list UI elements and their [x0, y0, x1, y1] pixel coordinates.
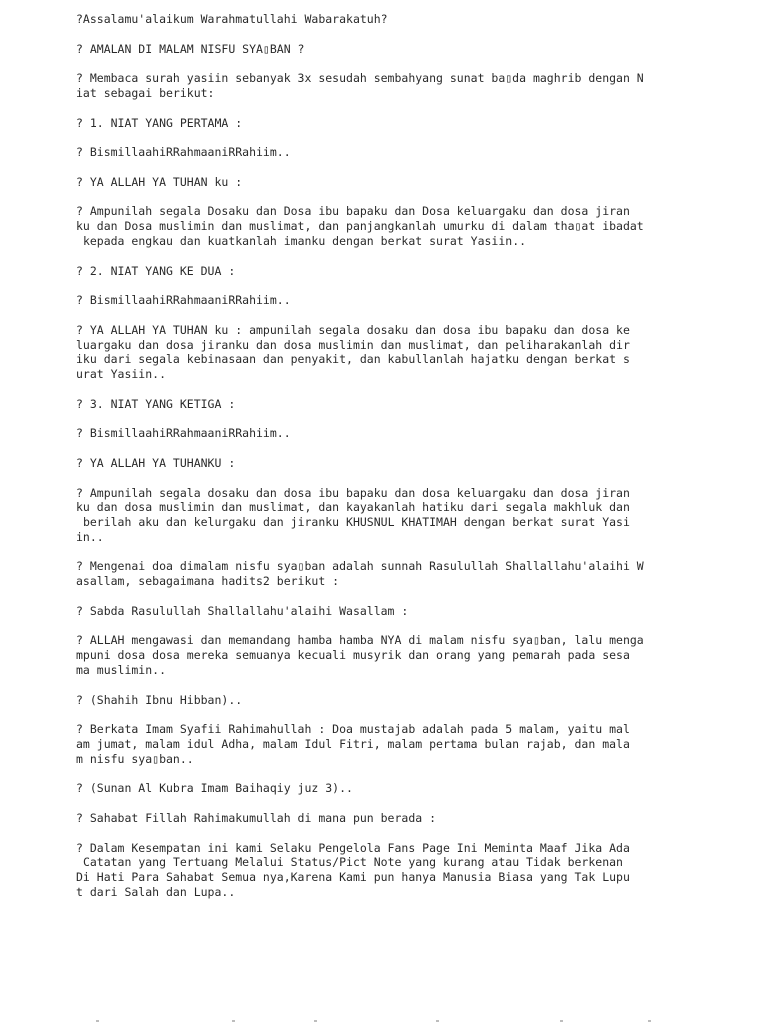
scan-artifact-dot [232, 1020, 235, 1022]
citation-line: ? (Sunan Al Kubra Imam Baihaqiy juz 3).. [76, 781, 353, 796]
scan-artifact-dot [560, 1020, 563, 1022]
scan-artifact-dot [314, 1020, 317, 1022]
niat-1-heading: ? 1. NIAT YANG PERTAMA : [76, 115, 243, 130]
basmalah-line: ? BismillaahiRRahmaaniRRahiim.. [76, 145, 291, 160]
section-title: ? AMALAN DI MALAM NISFU SYA▯BAN ? [76, 41, 305, 56]
prayer-paragraph: ? Ampunilah segala Dosaku dan Dosa ibu bapaku dan Dosa keluargaku dan dosa jiran ku dan Dosa muslimin dan muslimat, dan panjangkanlah umurku di dalam tha▯at ibadat kepada engkau dan kuatkanlah imanku dengan berkat surat Yasiin.. [76, 204, 644, 248]
invocation-line: ? YA ALLAH YA TUHANKU : [76, 455, 236, 470]
hadith-heading: ? Sabda Rasulullah Shallallahu'alaihi Wasallam : [76, 603, 409, 618]
hadith-intro-paragraph: ? Mengenai doa dimalam nisfu sya▯ban adalah sunnah Rasulullah Shallallahu'alaihi W asallam, sebagaimana hadits2 berikut : [76, 559, 644, 589]
citation-line: ? (Shahih Ibnu Hibban).. [76, 692, 243, 707]
niat-3-heading: ? 3. NIAT YANG KETIGA : [76, 396, 236, 411]
prayer-paragraph: ? YA ALLAH YA TUHAN ku : ampunilah segala dosaku dan dosa ibu bapaku dan dosa ke luargaku dan dosa jiranku dan dosa muslimin dan muslimat, dan peliharakanlah dir iku dari segala kebinasaan dan penyakit, dan kabullanlah hajatku dengan berkat s urat Yasiin.. [76, 322, 630, 382]
scan-artifact-dot [96, 1020, 99, 1022]
document-body [76, 12, 696, 915]
scan-artifact-dot [436, 1020, 439, 1022]
basmalah-line: ? BismillaahiRRahmaaniRRahiim.. [76, 293, 291, 308]
hadith-paragraph: ? ALLAH mengawasi dan memandang hamba hamba NYA di malam nisfu sya▯ban, lalu menga mpuni dosa dosa mereka semuanya kecuali musyrik dan orang yang pemarah pada sesa ma muslimin.. [76, 633, 644, 678]
prayer-paragraph: ? Ampunilah segala dosaku dan dosa ibu bapaku dan dosa keluargaku dan dosa jiran ku dan dosa muslimin dan muslimat, dan kayakanlah hatiku dari segala makhluk dan berilah aku dan kelurgaku dan jiranku KHUSNUL KHATIMAH dengan berkat surat Yasi in.. [76, 485, 630, 544]
closing-heading: ? Sahabat Fillah Rahimakumullah di mana pun berada : [76, 811, 437, 826]
intro-paragraph: ? Membaca surah yasiin sebanyak 3x sesudah sembahyang sunat ba▯da maghrib dengan N iat sebagai berikut: [76, 71, 644, 100]
quote-paragraph: ? Berkata Imam Syafii Rahimahullah : Doa mustajab adalah pada 5 malam, yaitu mal am jumat, malam idul Adha, malam Idul Fitri, malam pertama bulan rajab, dan mala m nisfu sya▯ban.. [76, 722, 630, 766]
niat-2-heading: ? 2. NIAT YANG KE DUA : [76, 263, 236, 278]
scan-artifact-dot [648, 1020, 651, 1022]
page-bottom-edge [0, 1018, 768, 1024]
basmalah-line: ? BismillaahiRRahmaaniRRahiim.. [76, 426, 291, 441]
greeting-line: ?Assalamu'alaikum Warahmatullahi Wabarakatuh? [76, 12, 388, 26]
closing-paragraph: ? Dalam Kesempatan ini kami Selaku Pengelola Fans Page Ini Meminta Maaf Jika Ada Catatan yang Tertuang Melalui Status/Pict Note yang kurang atau Tidak berkenan Di Hati Para Sahabat Semua nya,Karena Kami pun hanya Manusia Biasa yang Tak Lupu t dari Salah dan Lupa.. [76, 840, 630, 900]
invocation-line: ? YA ALLAH YA TUHAN ku : [76, 174, 243, 189]
